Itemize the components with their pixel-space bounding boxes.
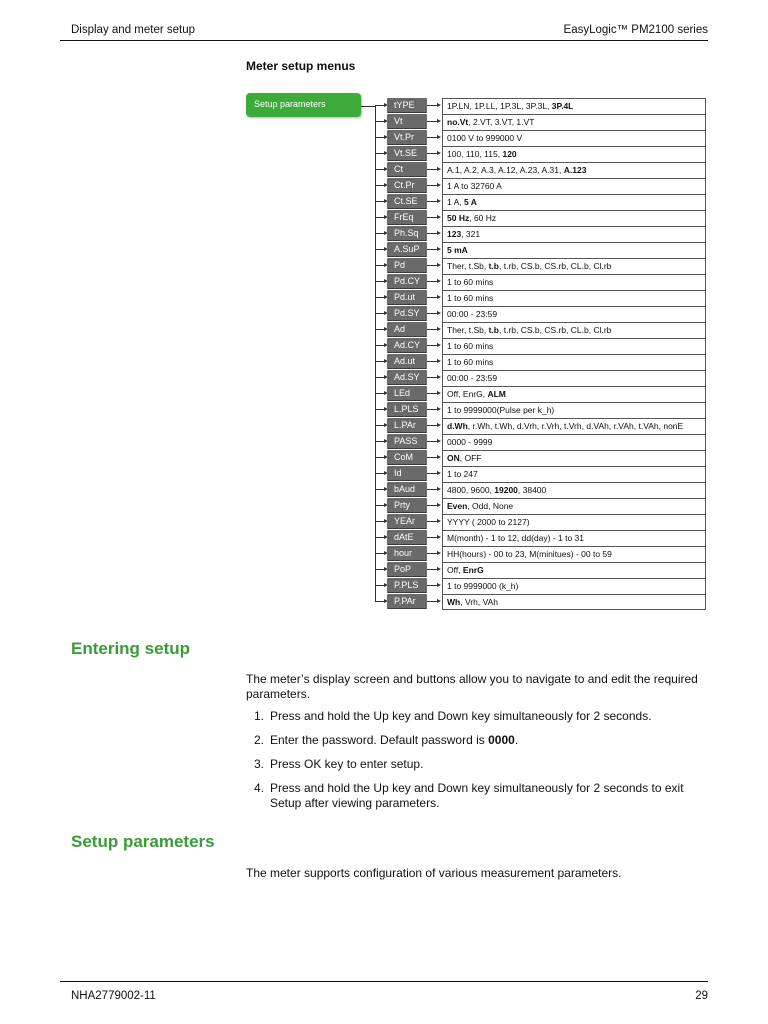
menu-row (375, 466, 706, 482)
branch-arrow-icon (375, 105, 385, 106)
menu-code-a-sup: A.SuP (387, 242, 427, 257)
menu-row (375, 98, 706, 114)
value-arrow-icon (427, 105, 438, 106)
menu-value-options (442, 290, 706, 306)
menu-row (375, 578, 706, 594)
menu-code-year: YEAr (387, 514, 427, 529)
default-password: 0000 (488, 733, 515, 747)
menu-value-options (442, 562, 706, 578)
value-arrow-icon (427, 601, 438, 602)
menu-code-pass: PASS (387, 434, 427, 449)
menu-code-prty: Prty (387, 498, 427, 513)
menu-value-options (442, 354, 706, 370)
value-arrow-icon (427, 233, 438, 234)
branch-arrow-icon (375, 505, 385, 506)
default-option: Wh (447, 597, 461, 607)
branch-arrow-icon (375, 345, 385, 346)
menu-code-ad-cy: Ad.CY (387, 338, 427, 353)
default-option: ALM (487, 389, 506, 399)
option-text: 00:00 - 23:59 (447, 373, 498, 383)
menu-code-ct: Ct (387, 162, 427, 177)
option-text: , Vrh, VAh (460, 597, 499, 607)
value-arrow-icon (427, 201, 438, 202)
value-arrow-icon (427, 569, 438, 570)
branch-arrow-icon (375, 537, 385, 538)
menu-value-options (442, 514, 706, 530)
menu-row (375, 562, 706, 578)
menu-code-l-pls: L.PLS (387, 402, 427, 417)
entering-setup-steps (246, 709, 708, 820)
menu-code-ad: Ad (387, 322, 427, 337)
menu-code-pop: PoP (387, 562, 427, 577)
menu-row (375, 450, 706, 466)
menu-value-options (442, 578, 706, 594)
option-text: 1 to 9999000(Pulse per k_h) (447, 405, 555, 415)
menu-code-pd: Pd (387, 258, 427, 273)
default-option: A.123 (563, 165, 587, 175)
menu-value-options (442, 386, 706, 402)
option-text: , 321 (461, 229, 481, 239)
menu-value-options (442, 194, 706, 210)
step-item: 2. Enter the password. Default password is 0000. (254, 733, 519, 747)
option-text: YYYY ( 2000 to 2127) (447, 517, 530, 527)
menu-row (375, 402, 706, 418)
menu-value-options (442, 178, 706, 194)
menu-code-hour: hour (387, 546, 427, 561)
branch-arrow-icon (375, 425, 385, 426)
value-arrow-icon (427, 345, 438, 346)
setup-parameters-root: Setup parameters (246, 93, 361, 117)
branch-arrow-icon (375, 169, 385, 170)
entering-setup-intro: The meter’s display screen and buttons allow you to navigate to and edit the required parameters. (246, 672, 698, 701)
menu-code-freq: FrEq (387, 210, 427, 225)
option-text: , 38400 (517, 485, 547, 495)
menu-row (375, 498, 706, 514)
menu-code-ct-se: Ct.SE (387, 194, 427, 209)
value-arrow-icon (427, 393, 438, 394)
option-text: 1 to 9999000 (k_h) (447, 581, 519, 591)
menu-code-vt-se: Vt.SE (387, 146, 427, 161)
menu-code-ph-sq: Ph.Sq (387, 226, 427, 241)
menu-code-ad-sy: Ad.SY (387, 370, 427, 385)
setup-parameters-intro: The meter supports configuration of various measurement parameters. (246, 866, 622, 880)
option-text: 0000 - 9999 (447, 437, 493, 447)
menu-value-options (442, 162, 706, 178)
branch-arrow-icon (375, 521, 385, 522)
menu-value-options (442, 242, 706, 258)
menu-value-options (442, 418, 706, 434)
default-option: ON (447, 453, 460, 463)
menu-tree-connector (361, 106, 375, 107)
menu-value-options (442, 322, 706, 338)
menu-code-baud: bAud (387, 482, 427, 497)
option-text: , t.rb, CS.b, CS.rb, CL.b, Cl.rb (498, 325, 612, 335)
option-text: HH(hours) - 00 to 23, M(minitues) - 00 to 59 (447, 549, 612, 559)
value-arrow-icon (427, 409, 438, 410)
option-text: , 2.VT, 3.VT, 1.VT (468, 117, 535, 127)
value-arrow-icon (427, 505, 438, 506)
option-text: , t.rb, CS.b, CS.rb, CL.b, Cl.rb (498, 261, 612, 271)
default-option: 5 A (464, 197, 477, 207)
option-text: , Odd, None (467, 501, 514, 511)
branch-arrow-icon (375, 601, 385, 602)
entering-setup-heading: Entering setup (71, 639, 191, 658)
value-arrow-icon (427, 457, 438, 458)
menu-value-options (442, 434, 706, 450)
option-text: 1 to 60 mins (447, 341, 494, 351)
value-arrow-icon (427, 473, 438, 474)
value-arrow-icon (427, 329, 438, 330)
menu-row (375, 258, 706, 274)
menu-row (375, 178, 706, 194)
option-text: 1 to 60 mins (447, 293, 494, 303)
default-option: no.Vt (447, 117, 469, 127)
menu-code-com: CoM (387, 450, 427, 465)
menu-tree (375, 98, 706, 610)
default-option: EnrG (462, 565, 484, 575)
menu-value-options (442, 258, 706, 274)
value-arrow-icon (427, 441, 438, 442)
setup-parameters-heading: Setup parameters (71, 832, 215, 851)
menu-value-options (442, 338, 706, 354)
default-option: 120 (502, 149, 517, 159)
branch-arrow-icon (375, 457, 385, 458)
branch-arrow-icon (375, 137, 385, 138)
menu-row (375, 546, 706, 562)
option-text: 00:00 - 23:59 (447, 309, 498, 319)
value-arrow-icon (427, 281, 438, 282)
menu-value-options (442, 306, 706, 322)
value-arrow-icon (427, 185, 438, 186)
branch-arrow-icon (375, 313, 385, 314)
option-text: 0100 V to 999000 V (447, 133, 523, 143)
option-text: A.1, A.2, A.3, A.12, A.23, A.31, (447, 165, 564, 175)
option-text: 1 to 60 mins (447, 357, 494, 367)
default-option: 19200 (494, 485, 518, 495)
value-arrow-icon (427, 265, 438, 266)
header-section-title: Display and meter setup (71, 24, 196, 36)
option-text: , 60 Hz (469, 213, 497, 223)
footer-page-number: 29 (695, 990, 708, 1002)
menu-code-ad-ut: Ad.ut (387, 354, 427, 369)
menu-value-options (442, 210, 706, 226)
menu-row (375, 194, 706, 210)
menu-row (375, 162, 706, 178)
value-arrow-icon (427, 553, 438, 554)
menu-code-date: dAtE (387, 530, 427, 545)
option-text: 1P.LN, 1P.LL, 1P.3L, 3P.3L, (447, 101, 552, 111)
menu-code-vt: Vt (387, 114, 427, 129)
branch-arrow-icon (375, 297, 385, 298)
value-arrow-icon (427, 537, 438, 538)
default-option: d.Wh (447, 421, 468, 431)
menu-row (375, 354, 706, 370)
option-text: 4800, 9600, (447, 485, 495, 495)
menu-row (375, 290, 706, 306)
option-text: Ther, t.Sb, (447, 261, 489, 271)
option-text: Off, EnrG, (447, 389, 488, 399)
value-arrow-icon (427, 521, 438, 522)
menu-value-options (442, 482, 706, 498)
menu-row (375, 210, 706, 226)
menu-code-p-par: P.PAr (387, 594, 427, 609)
menu-code-p-pls: P.PLS (387, 578, 427, 593)
menu-value-options (442, 530, 706, 546)
meter-setup-menus-title: Meter setup menus (246, 59, 356, 73)
menu-row (375, 274, 706, 290)
branch-arrow-icon (375, 377, 385, 378)
branch-arrow-icon (375, 441, 385, 442)
menu-row (375, 322, 706, 338)
value-arrow-icon (427, 361, 438, 362)
value-arrow-icon (427, 137, 438, 138)
branch-arrow-icon (375, 185, 385, 186)
menu-code-vt-pr: Vt.Pr (387, 130, 427, 145)
value-arrow-icon (427, 297, 438, 298)
option-text: 1 A, (447, 197, 465, 207)
default-option: Even (447, 501, 468, 511)
header-divider (60, 40, 708, 41)
menu-row (375, 242, 706, 258)
branch-arrow-icon (375, 217, 385, 218)
menu-code-ct-pr: Ct.Pr (387, 178, 427, 193)
branch-arrow-icon (375, 585, 385, 586)
menu-row (375, 434, 706, 450)
value-arrow-icon (427, 585, 438, 586)
menu-row (375, 482, 706, 498)
menu-value-options (442, 370, 706, 386)
option-text: M(month) - 1 to 12, dd(day) - 1 to 31 (447, 533, 585, 543)
menu-value-options (442, 498, 706, 514)
default-option: 123 (447, 229, 462, 239)
default-option: 50 Hz (447, 213, 470, 223)
branch-arrow-icon (375, 121, 385, 122)
menu-code-type: tYPE (387, 98, 427, 113)
option-text: , r.Wh, t.Wh, d.Vrh, r.Vrh, t.Vrh, d.VAh, r.VAh, t.VAh, nonE (467, 421, 684, 431)
default-option: t.b (488, 261, 499, 271)
footer-document-number: NHA2779002-11 (71, 990, 156, 1002)
option-text: 1 A to 32760 A (447, 181, 502, 191)
menu-value-options (442, 98, 706, 114)
branch-arrow-icon (375, 265, 385, 266)
menu-row (375, 386, 706, 402)
menu-value-options (442, 546, 706, 562)
step-item: 3. Press OK key to enter setup. (254, 757, 424, 771)
menu-value-options (442, 594, 706, 610)
menu-code-pd-sy: Pd.SY (387, 306, 427, 321)
menu-row (375, 338, 706, 354)
menu-code-pd-cy: Pd.CY (387, 274, 427, 289)
branch-arrow-icon (375, 361, 385, 362)
default-option: 5 mA (447, 245, 468, 255)
menu-value-options (442, 450, 706, 466)
menu-value-options (442, 226, 706, 242)
menu-row (375, 130, 706, 146)
menu-row (375, 514, 706, 530)
option-text: 100, 110, 115, (447, 149, 503, 159)
value-arrow-icon (427, 249, 438, 250)
menu-code-l-par: L.PAr (387, 418, 427, 433)
menu-value-options (442, 114, 706, 130)
branch-arrow-icon (375, 249, 385, 250)
branch-arrow-icon (375, 153, 385, 154)
menu-row (375, 530, 706, 546)
menu-value-options (442, 274, 706, 290)
branch-arrow-icon (375, 329, 385, 330)
branch-arrow-icon (375, 409, 385, 410)
menu-code-id: Id (387, 466, 427, 481)
option-text: , OFF (459, 453, 482, 463)
menu-code-pd-ut: Pd.ut (387, 290, 427, 305)
value-arrow-icon (427, 121, 438, 122)
option-text: Ther, t.Sb, (447, 325, 489, 335)
menu-row (375, 114, 706, 130)
menu-row (375, 594, 706, 610)
branch-arrow-icon (375, 569, 385, 570)
value-arrow-icon (427, 217, 438, 218)
value-arrow-icon (427, 425, 438, 426)
branch-arrow-icon (375, 553, 385, 554)
default-option: t.b (488, 325, 499, 335)
menu-value-options (442, 146, 706, 162)
menu-value-options (442, 466, 706, 482)
branch-arrow-icon (375, 233, 385, 234)
menu-value-options (442, 130, 706, 146)
footer-divider (60, 981, 708, 982)
menu-row (375, 370, 706, 386)
menu-code-led: LEd (387, 386, 427, 401)
menu-value-options (442, 402, 706, 418)
menu-row (375, 226, 706, 242)
value-arrow-icon (427, 489, 438, 490)
branch-arrow-icon (375, 281, 385, 282)
branch-arrow-icon (375, 489, 385, 490)
value-arrow-icon (427, 377, 438, 378)
branch-arrow-icon (375, 473, 385, 474)
menu-row (375, 146, 706, 162)
branch-arrow-icon (375, 393, 385, 394)
step-item: 1. Press and hold the Up key and Down key simultaneously for 2 seconds. (254, 709, 652, 723)
value-arrow-icon (427, 169, 438, 170)
value-arrow-icon (427, 313, 438, 314)
option-text: 1 to 60 mins (447, 277, 494, 287)
value-arrow-icon (427, 153, 438, 154)
menu-row (375, 306, 706, 322)
branch-arrow-icon (375, 201, 385, 202)
step-item: 4. Press and hold the Up key and Down key simultaneously for 2 seconds to exit Setup after viewing parameters. (254, 781, 684, 810)
menu-row (375, 418, 706, 434)
option-text: 1 to 247 (447, 469, 478, 479)
header-product-name: EasyLogic™ PM2100 series (563, 24, 708, 36)
option-text: Off, (447, 565, 463, 575)
default-option: 3P.4L (551, 101, 574, 111)
